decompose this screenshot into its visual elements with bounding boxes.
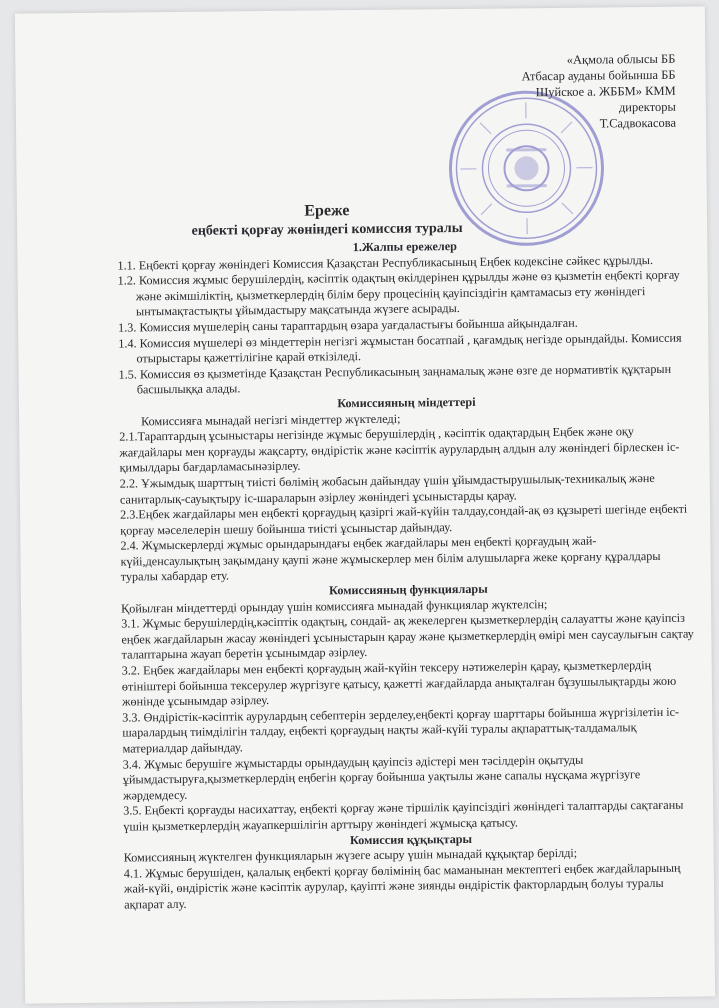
section-3-item: 3.1. Жұмыс берушілердің,кәсіптік одақтың, сондай- ақ жекелерген қызметкерлердің салауатты және қауіпсіз еңбек жағдайларын жасау жөніндегі ұсыныстарын қарау және қызметкерлердің өмірі мен саусаулығын сақтау талаптарына жауап беретін ұсынымдар әзірлеу. bbox=[121, 610, 694, 662]
section-4-intro: Комиссияның жүктелген функцияларын жүзеге асыру үшін мынадай құқықтар берілді; bbox=[123, 845, 578, 865]
document-body bbox=[117, 237, 699, 914]
approval-header bbox=[465, 51, 676, 133]
section-1-item: 1.2. Комиссия жұмыс берушілердің, кәсіптік одақтың өкілдерінен құрылды және өз қызметін еңбекті қорғау және әкімшіліктің, қызметкерлердің білім беру процесінің қауіпсіздігін қамтамасыз ету жөніндегі ынтымақтастықты ұйымдастыру мақсатында жүзеге асырады. bbox=[117, 267, 680, 319]
document-subtitle: еңбекті қорғау жөніндегі комиссия туралы bbox=[191, 220, 463, 239]
section-2-item: 2.3.Еңбек жағдайлары мен еңбекті қорғаудың қазіргі жай-күйін талдау,сондай-ақ өз құзыреті шегінде еңбекті қорғау мәселелерін шешу бойынша тиісті ұсыныстар дайындау. bbox=[120, 501, 688, 538]
section-4-heading: Комиссия құқықтары bbox=[349, 831, 473, 847]
section-3-item: 3.3. Өндірістік-кәсіптік аурулардың себептерін зерделеу,еңбекті қорғау шарттары бойынша жүргізілетін іс-шаралардың тиімділігін талдау, еңбекті қорғаудың нақты жай-күйі туралы ақпараттық-талдамалық материалдар дайындау. bbox=[122, 704, 680, 756]
header-line-5: Т.Садвокасова bbox=[599, 115, 677, 131]
section-1-heading: 1.Жалпы ережелер bbox=[352, 239, 457, 255]
section-2-heading: Комиссияның міндеттері bbox=[337, 394, 476, 411]
section-1-item: 1.3. Комиссия мүшелерің саны тараптардың өзара уағдаластығы бойынша айқындалған. bbox=[118, 315, 578, 335]
header-line-1: «Ақмола облысы ББ bbox=[566, 51, 676, 67]
section-3-item: 3.4. Жұмыс берушіге жұмыстарды орындаудың қауіпсіз әдістері мен тәсілдерін оқытуды ұйымдастыруға,қызметкерлердің еңбегін қорғау бойынша уақтылы және сапалы нұсқама жүргізуге жәрдемдесу. bbox=[122, 752, 641, 803]
section-3-heading: Комиссияның функциялары bbox=[329, 581, 488, 598]
header-line-4: директоры bbox=[618, 99, 676, 115]
section-4-item: 4.1. Жұмыс берушіден, қалалық еңбекті қорғау бөлімінің бас маманынан мектептегі еңбек жағдайларының жай-күйі, өндірістік және кәсіптік аурулар, қауіпті және зиянды өндірістік факторлардың болуы туралы ақпарат алу. bbox=[123, 860, 681, 912]
section-1-item: 1.4. Комиссия мүшелері өз міндеттерін негізгі жұмыстан босатпай , қағамдық негізде орындайды. Комиссия отырыстары қажеттілігіне қарай өткізіледі. bbox=[118, 330, 682, 366]
section-2-intro: Комиссияға мынадай негізгі міндеттер жүктеледі; bbox=[141, 411, 401, 428]
document-title: Ереже bbox=[304, 202, 350, 220]
section-1-item: 1.5. Комиссия өз қызметінде Қазақстан Республикасының заңнамалық және өзге де нормативтік құқтарын басшылыққа алады. bbox=[118, 361, 672, 397]
section-2-item: 2.4. Жұмыскерлерді жұмыс орындарындағы еңбек жағдайлары мен еңбекті қорғаудың жай-күйі,денсаулықтың зақымдану қаупі және жұмыскерлер мен білім алушыларға жеке қорғану құралдары туралы хабардар ету. bbox=[120, 533, 661, 585]
section-1-item: 1.1. Еңбекті қорғау жөніндегі Комиссия Қазақстан Республикасының Еңбек кодексіне сәйкес құрылды. bbox=[117, 252, 654, 273]
section-3-item: 3.2. Еңбек жағдайлары мен еңбекті қорғаудың жай-күйін тексеру нәтижелерін қарау, қызметкерлердің өтініштері бойынша тексерулер жүргізуге қатысу, қажетті жағдайларда анықталған бұзушылықтарды жою жөнінде ұсынымдар әзірлеу. bbox=[121, 658, 677, 709]
section-3-item: 3.5. Еңбекті қорғауды насихаттау, еңбекті қорғау және тіршілік қауіпсіздігі жөніндегі талаптарды сақтағаны үшін қызметкерлердің жауапкершілігін арттыру жөніндегі жұмысқа қатысу. bbox=[123, 798, 684, 834]
header-line-2: Атбасар ауданы бойынша ББ bbox=[521, 67, 676, 84]
section-2-item: 2.2. Ұжымдық шарттың тиісті бөлімің жобасын дайындау үшін ұйымдастырушылық-техникалық және санитарлық-сауықтыру іс-шараларын әзірлеу жөніндегі ұсыныстарды қарау. bbox=[119, 470, 655, 507]
section-2-item: 2.1.Тараптардың ұсыныстары негізінде жұмыс берушілердің , кәсіптік одақтардың Еңбек және оқу жағдайлары мен қорғауды жақсарту, өндірістік және кәсіптік аурулардың алдын алу жөніндегі бірлескен іс- қимылдары бағдарламасынəзірлеу. bbox=[119, 424, 680, 475]
header-line-3: Шуйское а. ЖББМ» КММ bbox=[535, 83, 676, 100]
section-3-intro: Қойылған міндеттерді орындау үшін комиссияға мынадай функциялар жүктелсін; bbox=[120, 596, 548, 616]
document-page bbox=[15, 6, 715, 1003]
